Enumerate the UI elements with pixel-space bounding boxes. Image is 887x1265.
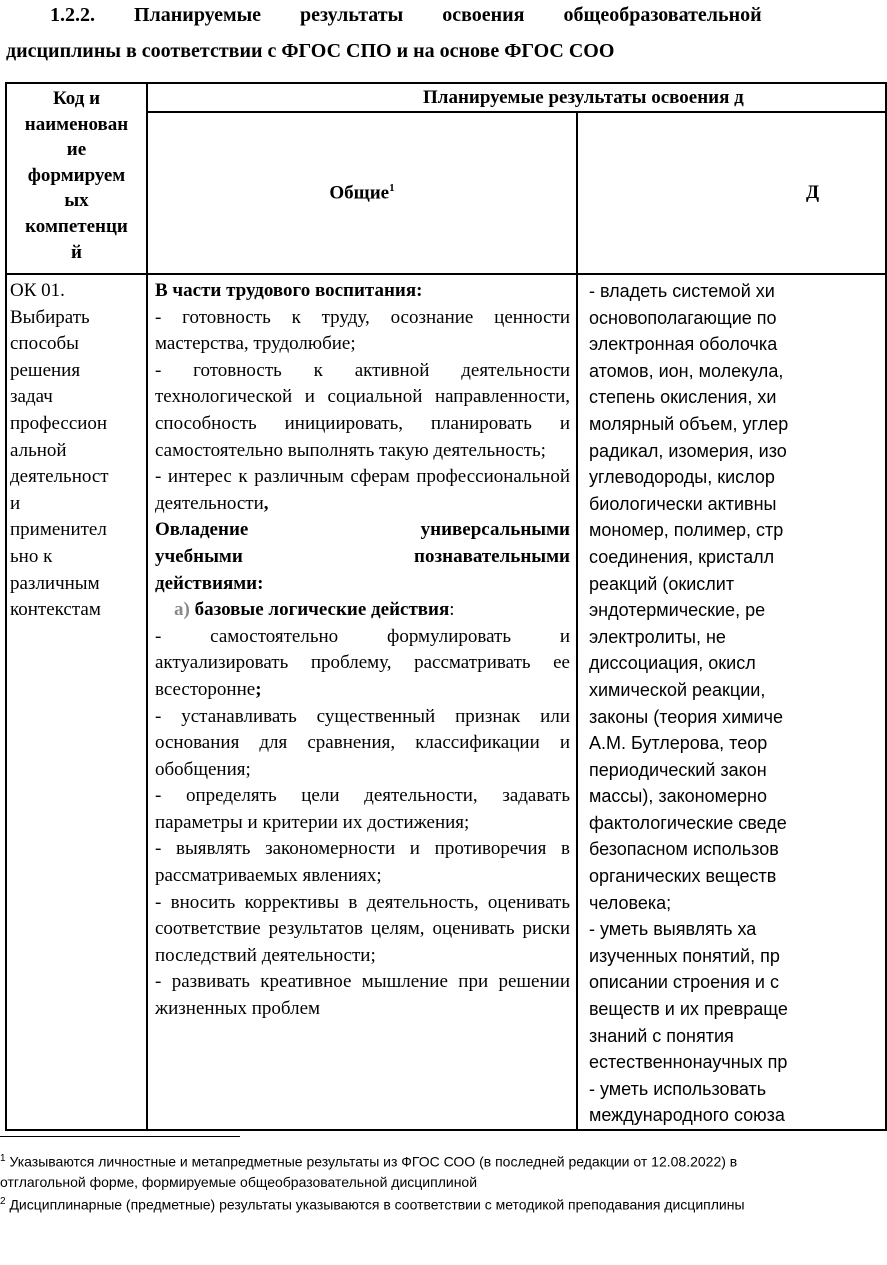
general-results-cell	[147, 274, 577, 1130]
result-item: - определять цели деятельности, задавать параметры и критерии их достижения;	[155, 785, 570, 833]
results-table	[5, 82, 887, 1131]
footnotes	[0, 1149, 810, 1214]
result-item: - готовность к труду, осознание ценности мастерства, трудолюбие;	[155, 306, 570, 355]
result-item: - развивать креативное мышление при решении жизненных проблем	[155, 971, 570, 1020]
footnote-separator	[0, 1136, 240, 1137]
result-item: - выявлять закономерности и противоречия в рассматриваемых явлениях;	[155, 838, 570, 887]
universal-actions-title-3: действиями:	[155, 572, 264, 594]
universal-actions-title-1: Овладение универсальными	[155, 519, 570, 541]
footnote-ref-1: 1	[389, 181, 395, 194]
heading-line-1: 1.2.2. Планируемые результаты освоения общеобразовательной	[50, 4, 762, 26]
header-planned-results: Планируемые результаты освоения д	[147, 83, 886, 112]
header-competence-code: Код и наименован ие формируем ых компетенци й	[6, 83, 147, 274]
result-item: - интерес к различным сферам профессиональной деятельности,	[155, 466, 570, 514]
universal-actions-title-2: учебными познавательными	[155, 545, 570, 567]
competence-cell: ОК 01. Выбирать способы решения задач профессион альной деятельност и применител ьно к различным контекстам	[6, 274, 147, 1130]
result-item: - устанавливать существенный признак или основания для сравнения, классификации и обобщения;	[155, 705, 570, 780]
heading-line-2: дисциплины в соответствии с ФГОС СПО и на основе ФГОС СОО	[6, 40, 615, 62]
footnote-2: $^2$ Дисциплинарные (предметные) результаты указываются в соответствии с методикой преподавания дисциплины	[0, 1195, 745, 1213]
result-item: - готовность к активной деятельности технологической и социальной направленности, способность инициировать, планировать и самостоятельно выполнять такую деятельность;	[155, 359, 570, 461]
header-disciplinary: Д	[577, 112, 886, 274]
result-item: - вносить коррективы в деятельность, оценивать соответствие результатов целям, оценивать риски последствий деятельности;	[155, 891, 570, 966]
disciplinary-results-cell: - владеть системой хи основополагающие по электронная оболочка атомов, ион, молекула, степень окисления, хи молярный объем, углер радикал, изомерия, изо углеводороды, кислор биологически активны мономер, полимер, стр соединения, кристалл реакций (окислит эндотермические, ре электролиты, не диссоциация, окисл химической реакции, законы (теория химиче А.М. Бутлерова, теор периодический закон массы), закономерно фактологические сведе безопасном использов органических веществ человека; - уметь выявлять ха изученных понятий, пр описании строения и с веществ и их превраще знаний с понятия естественнонаучных пр - уметь использовать международного союза	[577, 274, 886, 1130]
footnote-1: $^1$ Указываются личностные и метапредметные результаты из ФГОС СОО (в последней редакции от 12.08.2022) в отглагольной форме, формируемые общеобразовательной дисциплиной	[0, 1153, 738, 1190]
result-item: - самостоятельно формулировать и актуализировать проблему, рассматривать ее всесторонне;	[155, 625, 570, 700]
labor-education-title: В части трудового воспитания:	[155, 280, 423, 301]
header-general: Общие$^1$	[147, 112, 577, 274]
logic-actions-subtitle: а) базовые логические действия:	[174, 599, 455, 621]
